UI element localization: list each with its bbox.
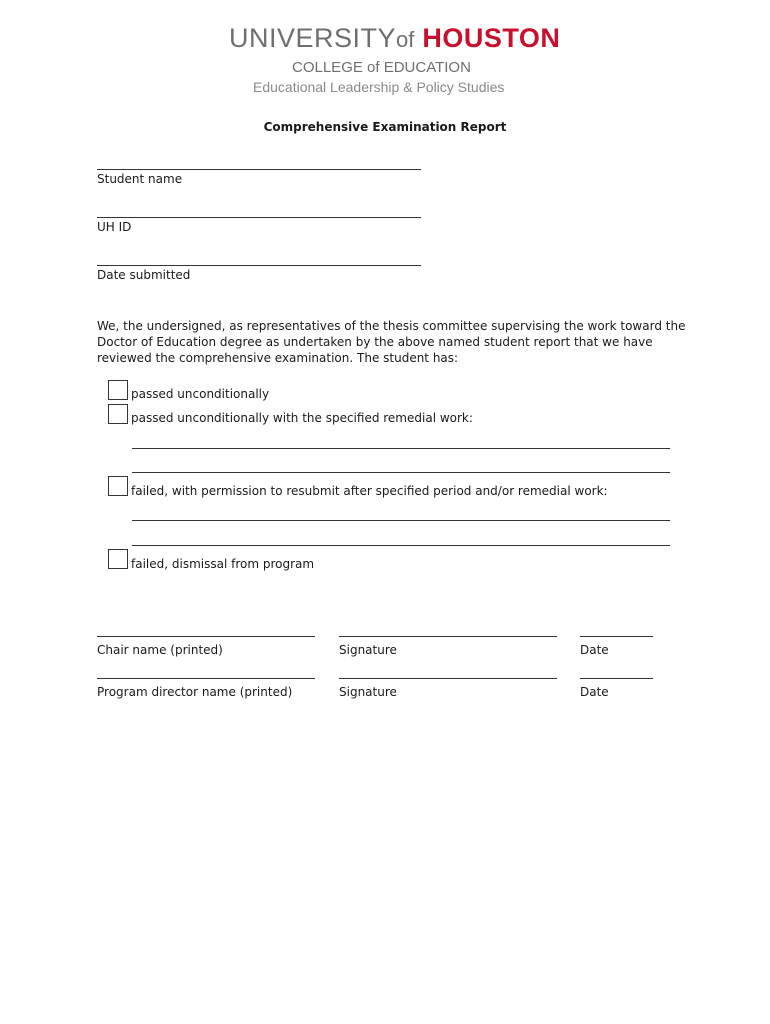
page-title: Comprehensive Examination Report [263, 120, 507, 134]
director-name-field[interactable] [97, 678, 315, 679]
chair-date-label: Date [580, 643, 609, 657]
logo-houston-text: HOUSTON [422, 23, 561, 53]
passed-label: passed unconditionally [131, 387, 270, 401]
director-signature-label: Signature [339, 685, 397, 699]
committee-statement: We, the undersigned, as representatives of the thesis committee supervising the work toward the Doctor of Education degree as undertaken by the above named student report that we have reviewed the comprehensive examination. The student has: [97, 319, 686, 365]
director-date-label: Date [580, 685, 609, 699]
chair-signature-label: Signature [339, 643, 397, 657]
director-signature-field[interactable] [339, 678, 557, 679]
logo-of-text: of [396, 27, 415, 52]
date-submitted-field[interactable] [97, 265, 421, 266]
failed-dismissal-checkbox[interactable] [108, 549, 128, 569]
failed-resubmit-label: failed, with permission to resubmit after specified period and/or remedial work: [131, 484, 608, 498]
failed-resubmit-checkbox[interactable] [108, 476, 128, 496]
college-name: COLLEGE of EDUCATION [292, 59, 471, 76]
date-submitted-label: Date submitted [97, 268, 191, 282]
student-name-label: Student name [97, 172, 183, 186]
chair-date-field[interactable] [580, 636, 653, 637]
chair-name-label: Chair name (printed) [97, 643, 223, 657]
chair-signature-field[interactable] [339, 636, 557, 637]
passed-remedial-checkbox[interactable] [108, 404, 128, 424]
director-date-field[interactable] [580, 678, 653, 679]
resubmit-conditions-line[interactable] [132, 545, 670, 546]
director-name-label: Program director name (printed) [97, 685, 293, 699]
resubmit-conditions-line[interactable] [132, 520, 670, 521]
uh-id-field[interactable] [97, 217, 421, 218]
student-name-field[interactable] [97, 169, 421, 170]
passed-remedial-label: passed unconditionally with the specified remedial work: [131, 411, 473, 425]
chair-name-field[interactable] [97, 636, 315, 637]
uh-id-label: UH ID [97, 220, 132, 234]
logo-university-text: UNIVERSITY [229, 23, 397, 53]
failed-dismissal-label: failed, dismissal from program [131, 557, 315, 571]
department-name: Educational Leadership & Policy Studies [253, 79, 505, 95]
passed-checkbox[interactable] [108, 380, 128, 400]
remedial-work-line[interactable] [132, 472, 670, 473]
university-logo [229, 22, 560, 56]
remedial-work-line[interactable] [132, 448, 670, 449]
